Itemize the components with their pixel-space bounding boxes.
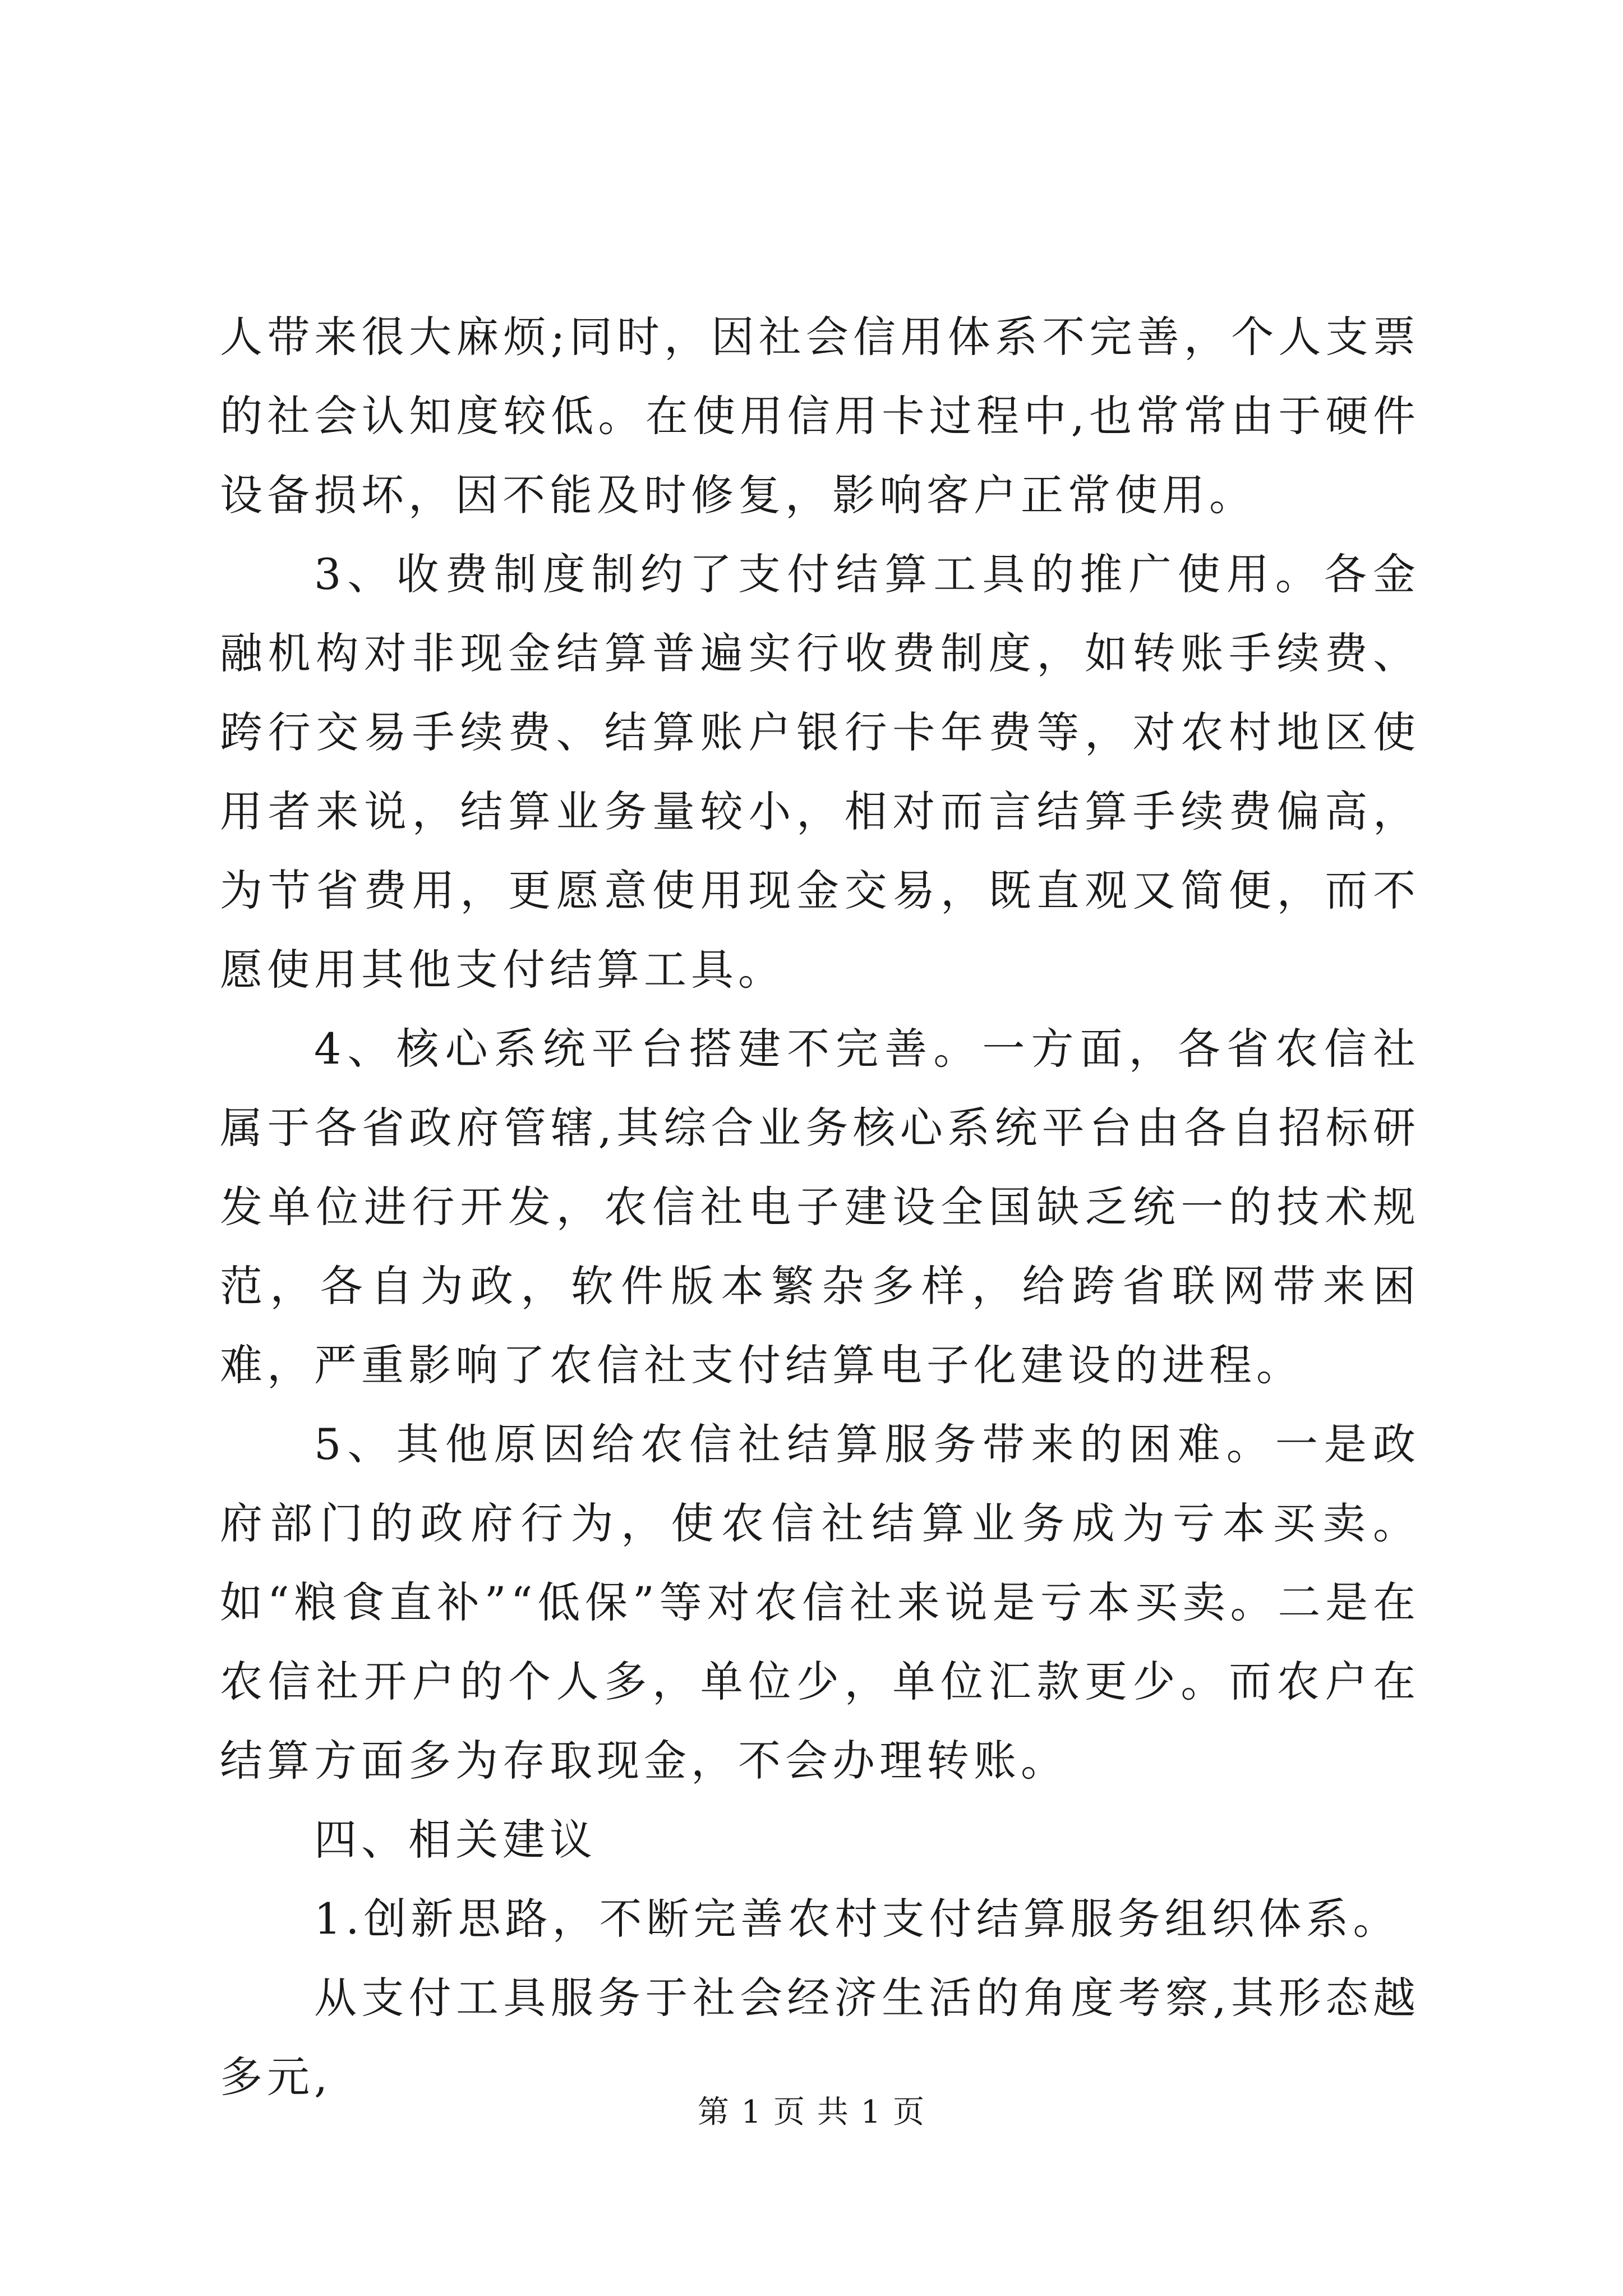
page-footer: 第 1 页 共 1 页: [697, 2094, 926, 2131]
paragraph-item-3: 3、收费制度制约了支付结算工具的推广使用。各金融机构对非现金结算普遍实行收费制度，如转账手续费、跨行交易手续费、结算账户银行卡年费等，对农村地区使用者来说，结算业务量较小，相对而言结算手续费偏高，为节省费用，更愿意使用现金交易，既直观又简便，而不愿使用其他支付结算工具。: [220, 549, 1420, 995]
section-heading: 四、相关建议: [314, 1815, 597, 1865]
paragraph-item-4: 4、核心系统平台搭建不完善。一方面，各省农信社属于各省政府管辖,其综合业务核心系统平台由各自招标研发单位进行开发，农信社电子建设全国缺乏统一的技术规范，各自为政，软件版本繁杂多样，给跨省联网带来困难，严重影响了农信社支付结算电子化建设的进程。: [220, 1024, 1420, 1390]
document-body: [220, 297, 1420, 2116]
subsection-heading: 1.创新思路，不断完善农村支付结算服务组织体系。: [314, 1894, 1400, 1944]
paragraph-continuation: 人带来很大麻烦;同时，因社会信用体系不完善，个人支票的社会认知度较低。在使用信用卡过程中,也常常由于硬件设备损坏，因不能及时修复，影响客户正常使用。: [220, 312, 1420, 520]
paragraph-item-5: 5、其他原因给农信社结算服务带来的困难。一是政府部门的政府行为，使农信社结算业务成为亏本买卖。如“粮食直补”“低保”等对农信社来说是亏本买卖。二是在农信社开户的个人多，单位少，单位汇款更少。而农户在结算方面多为存取现金，不会办理转账。: [220, 1419, 1420, 1786]
paragraph-body: 从支付工具服务于社会经济生活的角度考察,其形态越多元,: [220, 1973, 1420, 2102]
